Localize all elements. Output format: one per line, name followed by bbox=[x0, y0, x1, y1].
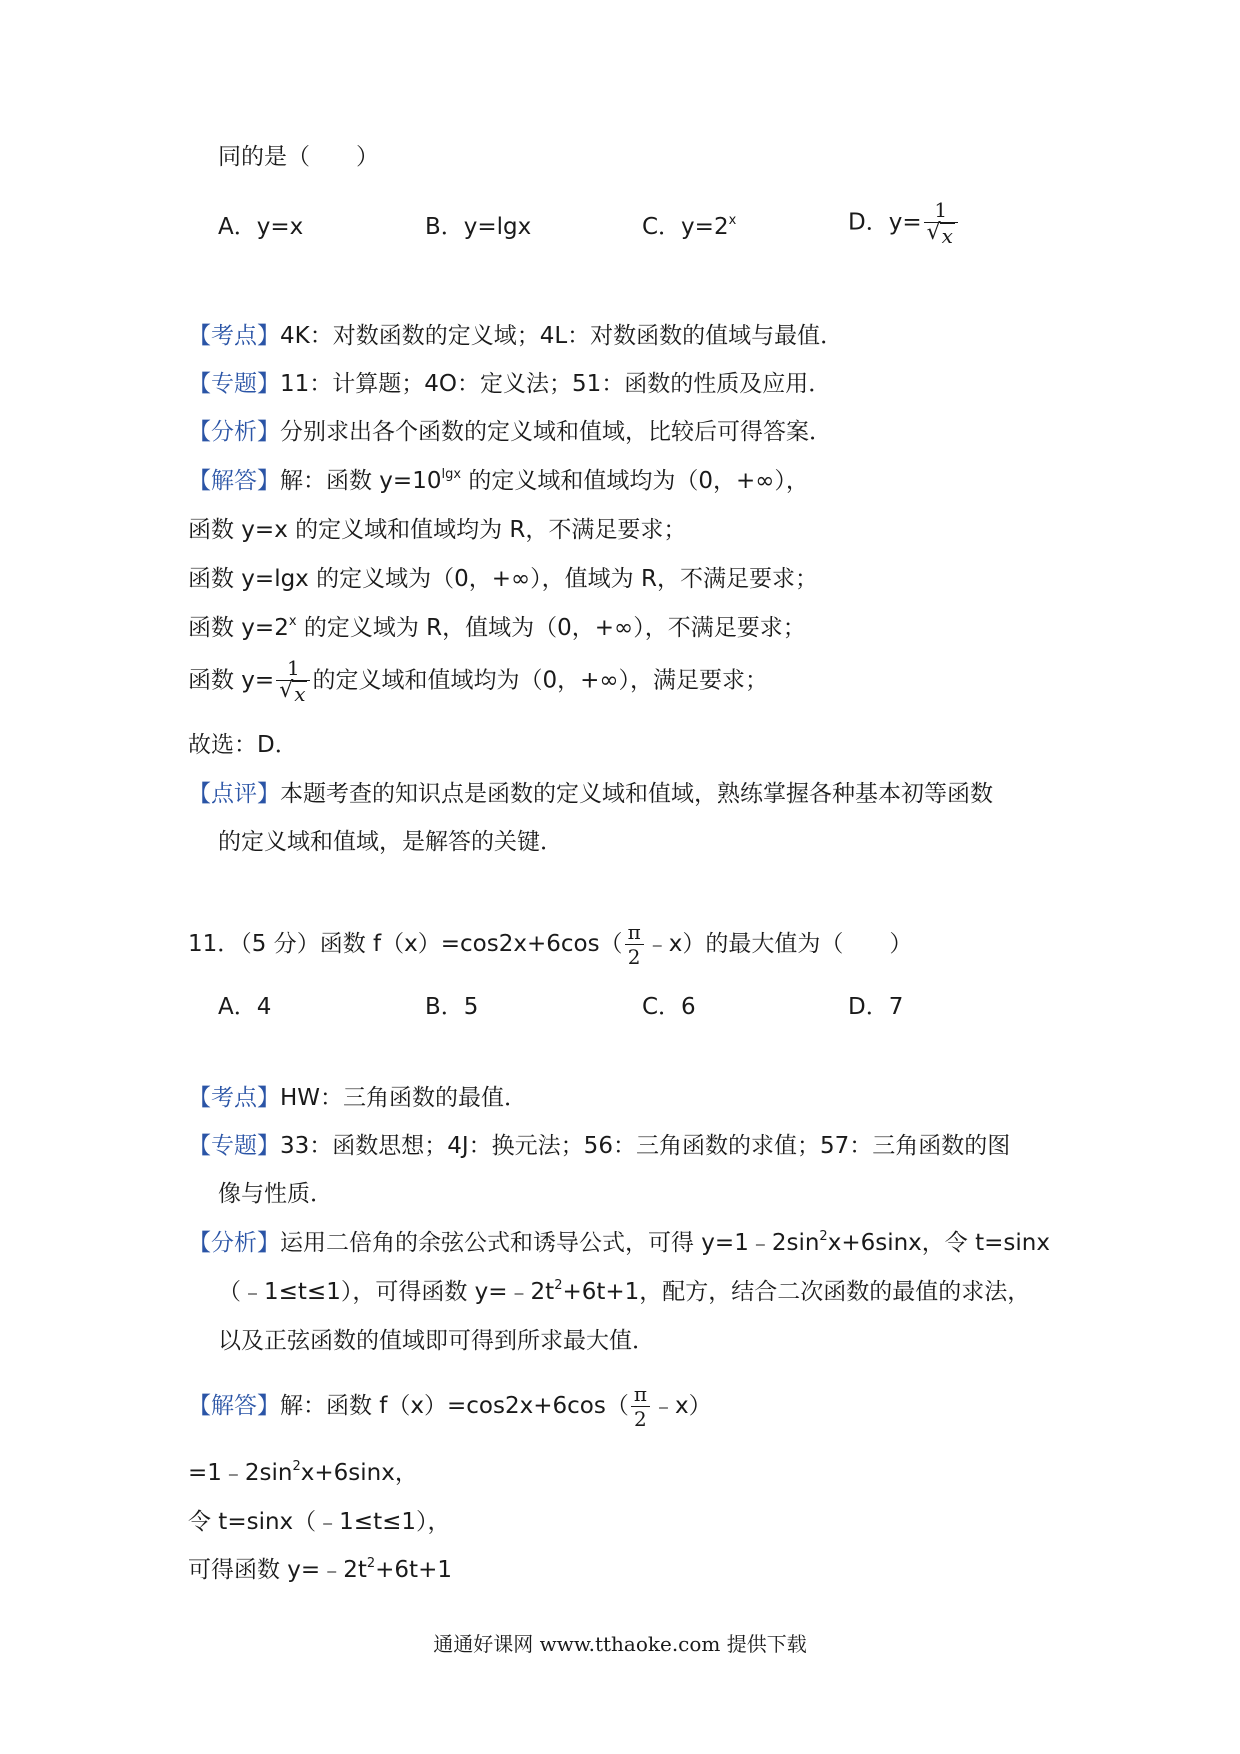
q11-stem: 11．（5 分）函数 f（x）=cos2x+6cos（ $\frac{\pi}{2}$ ﹣x）的最大值为（ ） bbox=[188, 920, 913, 969]
q11-option-b: B．5 bbox=[425, 994, 479, 1020]
q11-step-3: 可得函数 $y=﹣2t^2+6t+1$ bbox=[188, 1556, 452, 1583]
q10-option-d-fraction: 1 √ x bbox=[924, 198, 958, 248]
q11-jieda: 【解答】解：函数 f（x）=cos2x+6cos（ $\frac{\pi}{2}$ ﹣x） bbox=[188, 1382, 712, 1431]
q10-kaodian: 【考点】4K：对数函数的定义域；4L：对数函数的值域与最值． bbox=[188, 323, 844, 349]
q10-solution-fraction: 1 √ x bbox=[276, 656, 310, 706]
q11-option-d: D．7 bbox=[848, 994, 904, 1020]
q11-zhuanti: 【专题】33：函数思想；4J：换元法；56：三角函数的求值；57：三角函数的图 bbox=[188, 1133, 1011, 1159]
q11-step-2: 令 t=sinx（﹣1≤t≤1）， bbox=[188, 1509, 451, 1535]
q11-stem-fraction: $\frac{\pi}{2}$ bbox=[625, 920, 644, 969]
q11-option-a: A．4 bbox=[218, 994, 272, 1020]
q10-option-b: B．y=lgx bbox=[425, 214, 532, 240]
page-footer: 通通好课网 www.tthaoke.com 提供下载 bbox=[433, 1632, 807, 1656]
q10-solution-line-1: 函数 y=x 的定义域和值域均为 R，不满足要求； bbox=[188, 517, 687, 543]
q10-solution-line-3: 函数 $y=2^x$ 的定义域为 R，值域为（0，+∞），不满足要求； bbox=[188, 614, 806, 641]
q10-option-d: D．y= 1 √ x bbox=[848, 198, 960, 248]
q10-fenxi: 【分析】分别求出各个函数的定义域和值域，比较后可得答案． bbox=[188, 419, 832, 445]
q11-fenxi: 【分析】运用二倍角的余弦公式和诱导公式，可得 $y=1﹣2\sin^2x+6\sin x$，令 t=sinx bbox=[188, 1229, 1050, 1256]
q10-option-a: A．y=x bbox=[218, 214, 304, 240]
q11-step-1: $=1﹣2\sin^2x+6\sin x$， bbox=[188, 1459, 418, 1486]
q10-answer: 故选：D． bbox=[188, 732, 298, 758]
q11-fenxi-cont-1: （﹣1≤t≤1），可得函数 $y=﹣2t^2+6t+1$，配方，结合二次函数的最值的求法， bbox=[218, 1278, 1031, 1305]
q10-stem-tail: 同的是（ ） bbox=[218, 144, 379, 170]
q10-solution-line-2: 函数 y=lgx 的定义域为（0，+∞），值域为 R，不满足要求； bbox=[188, 566, 818, 592]
q10-jieda: 【解答】解：函数 $y=10^{lgx}$ 的定义域和值域均为（0，+∞）， bbox=[188, 467, 809, 494]
q10-option-c: C．$y=2^x$ bbox=[642, 213, 737, 240]
q10-dianping-cont: 的定义域和值域，是解答的关键． bbox=[218, 829, 563, 855]
q10-zhuanti: 【专题】11：计算题；4O：定义法；51：函数的性质及应用． bbox=[188, 371, 832, 397]
q10-dianping: 【点评】本题考查的知识点是函数的定义域和值域，熟练掌握各种基本初等函数 bbox=[188, 781, 993, 807]
q11-zhuanti-cont: 像与性质． bbox=[218, 1181, 333, 1207]
q11-fenxi-cont-2: 以及正弦函数的值域即可得到所求最大值． bbox=[218, 1328, 655, 1354]
q11-jieda-fraction: $\frac{\pi}{2}$ bbox=[631, 1382, 650, 1431]
q11-option-c: C．6 bbox=[642, 994, 696, 1020]
q10-solution-line-4: 函数 y= 1 √ x 的定义域和值域均为（0，+∞），满足要求； bbox=[188, 656, 769, 706]
q11-kaodian: 【考点】HW：三角函数的最值． bbox=[188, 1085, 528, 1111]
